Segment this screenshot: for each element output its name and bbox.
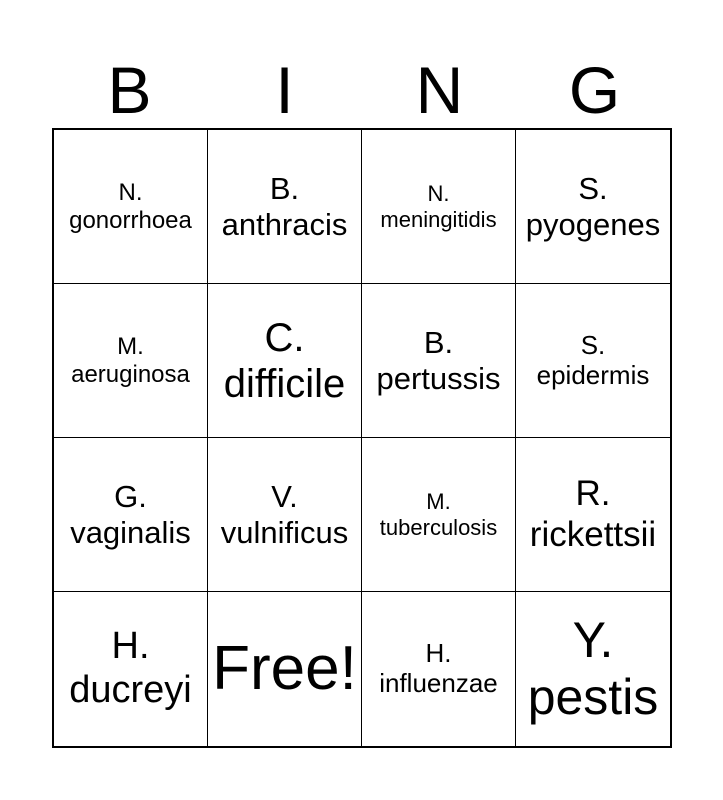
cell-species: vulnificus xyxy=(220,514,349,550)
header-letter-i: I xyxy=(275,53,294,127)
cell-species: pestis xyxy=(527,669,659,725)
bingo-cell[interactable] xyxy=(54,592,208,746)
cell-genus: R. xyxy=(575,474,611,514)
bingo-cell[interactable] xyxy=(516,130,670,284)
cell-genus: H. xyxy=(425,638,452,669)
bingo-board xyxy=(52,128,672,748)
header-letter-n: N xyxy=(415,53,464,127)
cell-species: rickettsii xyxy=(529,514,657,554)
cell-species: epidermis xyxy=(536,359,650,390)
cell-genus: N. xyxy=(427,181,450,207)
bingo-cell[interactable] xyxy=(54,438,208,592)
header-letter-b: B xyxy=(107,53,152,127)
bingo-cell[interactable] xyxy=(362,284,516,438)
cell-genus: B. xyxy=(269,170,300,206)
cell-species: vaginalis xyxy=(70,514,191,550)
bingo-cell[interactable] xyxy=(208,438,362,592)
bingo-cell[interactable] xyxy=(516,438,670,592)
bingo-cell[interactable] xyxy=(516,592,670,746)
cell-species: gonorrhoea xyxy=(69,206,192,234)
cell-genus: H. xyxy=(111,625,150,668)
bingo-cell[interactable] xyxy=(54,130,208,284)
header-letter-g: G xyxy=(568,53,621,127)
cell-species: pyogenes xyxy=(525,206,661,242)
bingo-header xyxy=(52,52,672,128)
bingo-cell[interactable] xyxy=(516,284,670,438)
cell-species: influenzae xyxy=(379,668,498,698)
free-space-label: Free! xyxy=(212,634,357,703)
cell-species: difficile xyxy=(223,361,346,406)
cell-species: anthracis xyxy=(221,206,348,242)
cell-species: aeruginosa xyxy=(71,360,190,388)
cell-genus: S. xyxy=(580,329,606,360)
bingo-cell[interactable] xyxy=(54,284,208,438)
cell-genus: S. xyxy=(578,170,608,206)
bingo-cell[interactable] xyxy=(362,438,516,592)
cell-genus: V. xyxy=(271,478,298,514)
bingo-cell[interactable] xyxy=(362,130,516,284)
cell-genus: N. xyxy=(118,178,143,206)
cell-genus: B. xyxy=(423,324,454,360)
bingo-cell-free[interactable] xyxy=(208,592,362,746)
cell-species: pertussis xyxy=(376,360,501,396)
cell-genus: Y. xyxy=(572,611,614,668)
cell-species: ducreyi xyxy=(69,669,192,711)
cell-species: meningitidis xyxy=(380,206,497,232)
cell-species: tuberculosis xyxy=(379,514,498,540)
bingo-cell[interactable] xyxy=(208,130,362,284)
cell-genus: M. xyxy=(426,489,451,515)
cell-genus: M. xyxy=(117,332,144,360)
bingo-cell[interactable] xyxy=(208,284,362,438)
cell-genus: G. xyxy=(114,478,147,514)
cell-genus: C. xyxy=(264,315,305,360)
bingo-cell[interactable] xyxy=(362,592,516,746)
